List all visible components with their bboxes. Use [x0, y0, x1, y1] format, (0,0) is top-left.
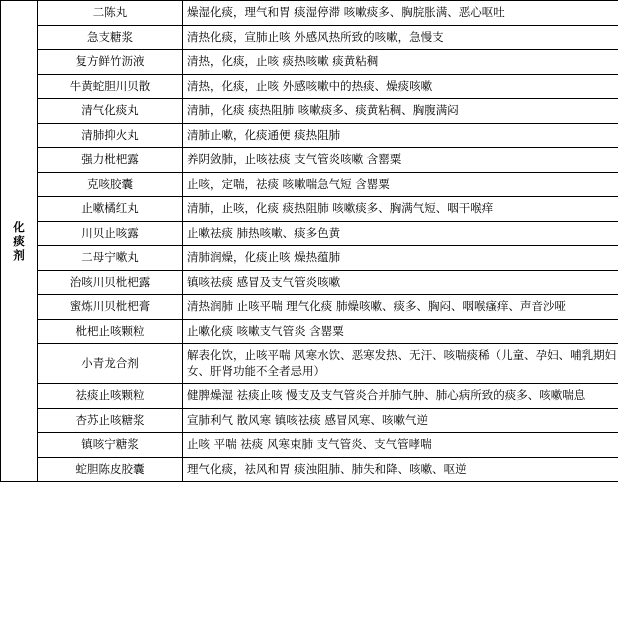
drug-name: 小青龙合剂: [38, 344, 183, 384]
drug-description: 健脾燥湿 祛痰止咳 慢支及支气管炎合并肺气肿、肺心病所致的痰多、咳嗽喘息: [183, 384, 618, 409]
drug-description: 清肺，化痰 痰热阻肺 咳嗽痰多、痰黄粘稠、胸腹满闷: [183, 99, 618, 124]
drug-description: 宣肺利气 散风寒 镇咳祛痰 感冒风寒、咳嗽气逆: [183, 408, 618, 433]
drug-description: 燥湿化痰，理气和胃 痰湿停滞 咳嗽痰多、胸脘胀满、恶心呕吐: [183, 1, 618, 26]
table-row: [1, 1, 618, 26]
table-row: [1, 246, 618, 271]
drug-description: 止咳 平喘 祛痰 风寒束肺 支气管炎、支气管哮喘: [183, 433, 618, 458]
drug-name: 治咳川贝枇杷露: [38, 270, 183, 295]
drug-name: 清气化痰丸: [38, 99, 183, 124]
drug-name: 二母宁嗽丸: [38, 246, 183, 271]
category-cell: [1, 1, 38, 482]
drug-name: 牛黄蛇胆川贝散: [38, 74, 183, 99]
table-row: [1, 384, 618, 409]
table-row: [1, 148, 618, 173]
drug-name: 克咳胶囊: [38, 172, 183, 197]
table-row: [1, 50, 618, 75]
table-row: [1, 74, 618, 99]
drug-description: 清热润肺 止咳平喘 理气化痰 肺燥咳嗽、痰多、胸闷、咽喉瘙痒、声音沙哑: [183, 295, 618, 320]
drug-name: 急支糖浆: [38, 25, 183, 50]
drug-description: 清肺止嗽，化痰通便 痰热阻肺: [183, 123, 618, 148]
drug-description: 理气化痰，祛风和胃 痰浊阻肺、肺失和降、咳嗽、呕逆: [183, 457, 618, 482]
drug-name: 镇咳宁糖浆: [38, 433, 183, 458]
drug-description: 解表化饮，止咳平喘 风寒水饮、恶寒发热、无汗、咳喘痰稀（儿童、孕妇、哺乳期妇女、肝肾功能不全者忌用）: [183, 344, 618, 384]
table-row: [1, 344, 618, 384]
table-row: [1, 295, 618, 320]
table-row: [1, 99, 618, 124]
drug-description: 止嗽化痰 咳嗽支气管炎 含罂粟: [183, 319, 618, 344]
drug-name: 枇杷止咳颗粒: [38, 319, 183, 344]
drug-description: 养阴敛肺，止咳祛痰 支气管炎咳嗽 含罂粟: [183, 148, 618, 173]
drug-name: 蜜炼川贝枇杷膏: [38, 295, 183, 320]
drug-description: 清热化痰，宣肺止咳 外感风热所致的咳嗽，急慢支: [183, 25, 618, 50]
drug-name: 清肺抑火丸: [38, 123, 183, 148]
drug-description: 止嗽祛痰 肺热咳嗽、痰多色黄: [183, 221, 618, 246]
table-body: [1, 1, 618, 482]
drug-name: 川贝止咳露: [38, 221, 183, 246]
table-row: [1, 221, 618, 246]
drug-name: 止嗽橘红丸: [38, 197, 183, 222]
table-row: [1, 457, 618, 482]
drug-description: 镇咳祛痰 感冒及支气管炎咳嗽: [183, 270, 618, 295]
drug-description: 清热，化痰，止咳 外感咳嗽中的热痰、燥痰咳嗽: [183, 74, 618, 99]
drug-name: 强力枇杷露: [38, 148, 183, 173]
drug-description: 清肺润燥，化痰止咳 燥热蕴肺: [183, 246, 618, 271]
table-row: [1, 123, 618, 148]
drug-description: 清热，化痰，止咳 痰热咳嗽 痰黄粘稠: [183, 50, 618, 75]
table-row: [1, 25, 618, 50]
drug-name: 祛痰止咳颗粒: [38, 384, 183, 409]
drug-name: 复方鲜竹沥液: [38, 50, 183, 75]
drug-name: 杏苏止咳糖浆: [38, 408, 183, 433]
drug-description: 止咳，定喘，祛痰 咳嗽喘急气短 含罂粟: [183, 172, 618, 197]
table-row: [1, 172, 618, 197]
table-row: [1, 270, 618, 295]
table-row: [1, 433, 618, 458]
drug-description: 清肺，止咳，化痰 痰热阻肺 咳嗽痰多、胸满气短、咽干喉痒: [183, 197, 618, 222]
drug-name: 二陈丸: [38, 1, 183, 26]
table-row: [1, 408, 618, 433]
drug-name: 蛇胆陈皮胶囊: [38, 457, 183, 482]
category-label: 化痰剂: [13, 219, 25, 263]
table-row: [1, 319, 618, 344]
table-row: [1, 197, 618, 222]
